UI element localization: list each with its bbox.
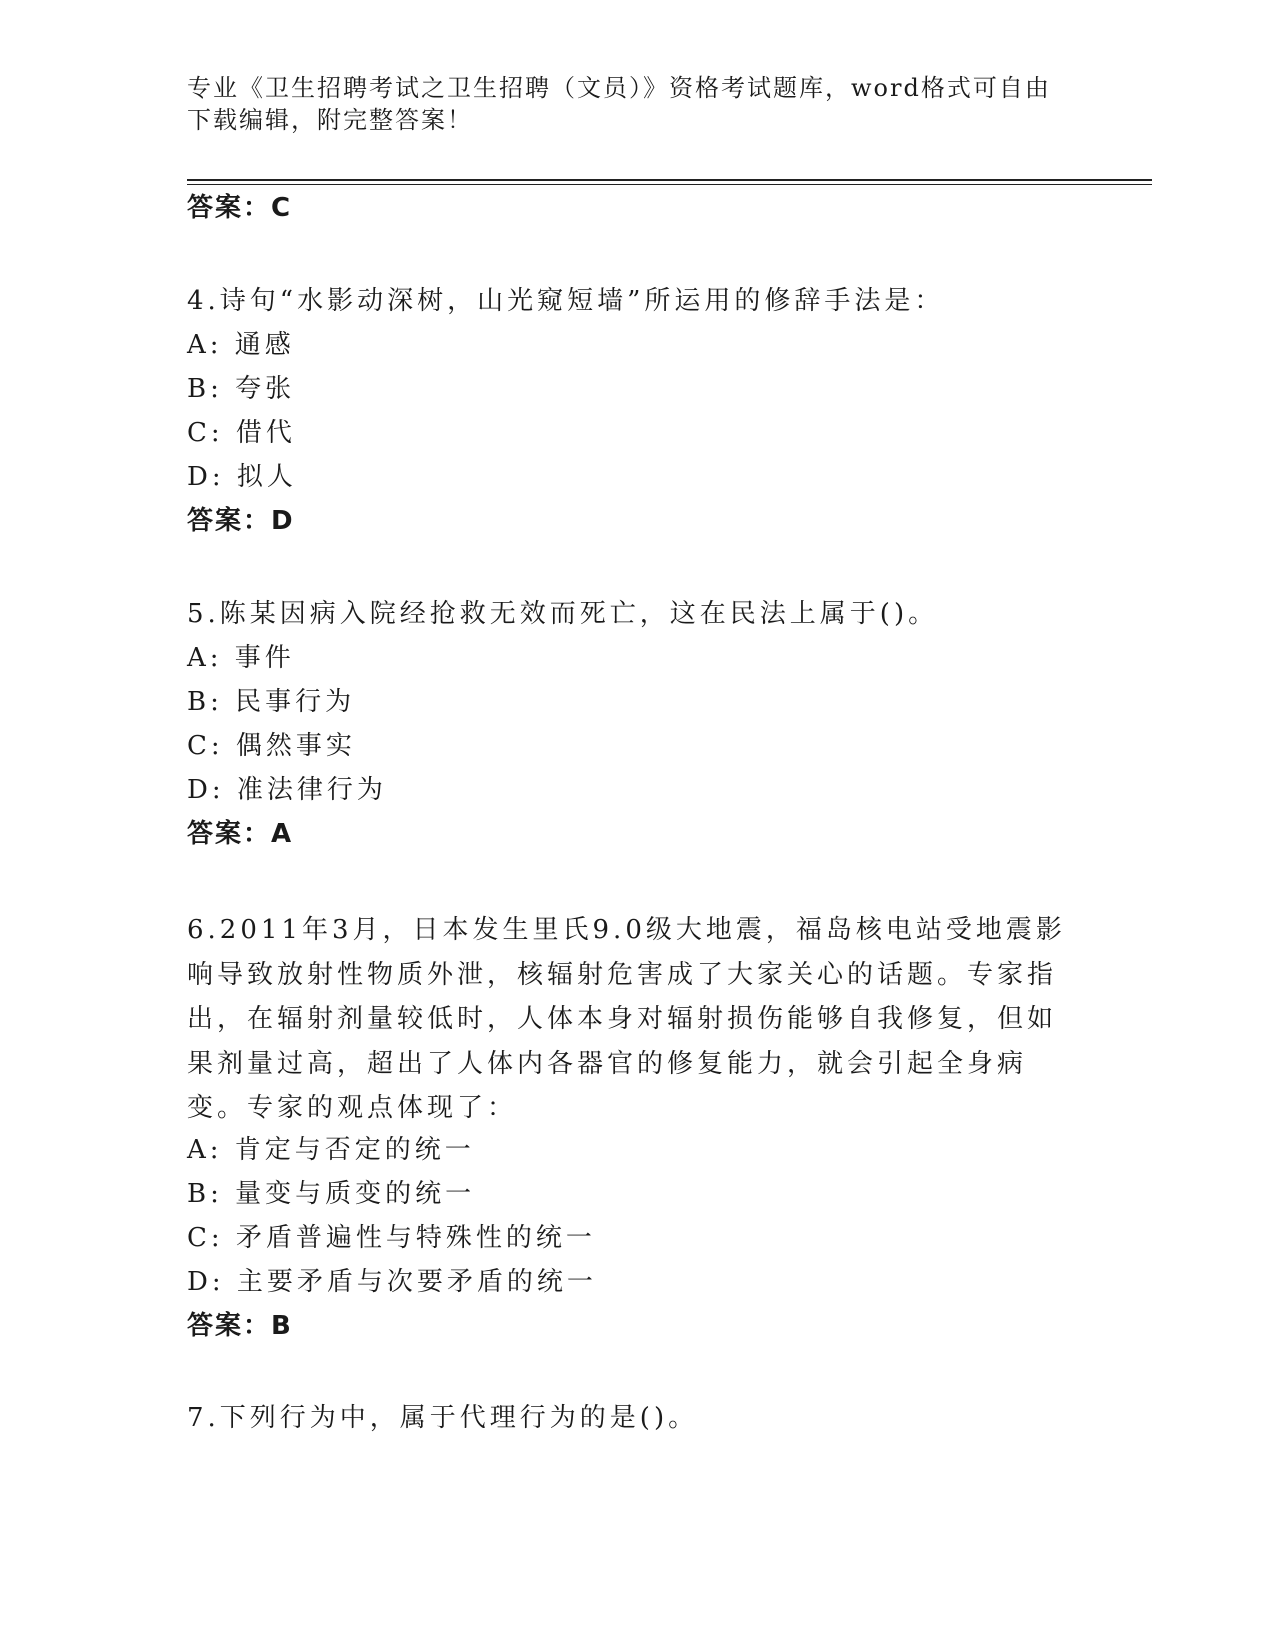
q5-option-a: A: 事件	[187, 643, 295, 673]
question-6: 6.2011年3月，日本发生里氏9.0级大地震，福岛核电站受地震影响导致放射性物质外泄，核辐射危害成了大家关心的话题。专家指出，在辐射剂量较低时，人体本身对辐射损伤能够自我修复，但如果剂量过高，超出了人体内各器官的修复能力，就会引起全身病变。专家的观点体现了：	[187, 915, 1066, 1124]
q6-option-d: D: 主要矛盾与次要矛盾的统一	[187, 1267, 597, 1297]
q4-option-a: A: 通感	[187, 330, 295, 360]
q4-option-d: D: 拟人	[187, 462, 297, 492]
q5-option-d: D: 准法律行为	[187, 775, 387, 805]
header-rule-thin	[187, 184, 1152, 185]
q4-answer: 答案：D	[187, 506, 295, 536]
answer-prev: 答案：C	[187, 193, 293, 223]
question-7: 7.下列行为中，属于代理行为的是()。	[187, 1403, 699, 1433]
q4-option-b: B: 夸张	[187, 374, 296, 404]
q6-option-a: A: 肯定与否定的统一	[187, 1135, 475, 1165]
header-rule-thick	[187, 179, 1152, 181]
question-5: 5.陈某因病入院经抢救无效而死亡，这在民法上属于()。	[187, 599, 939, 629]
q5-option-c: C: 偶然事实	[187, 731, 356, 761]
document-header: 专业《卫生招聘考试之卫生招聘（文员）》资格考试题库，word格式可自由下载编辑，附完整答案！	[187, 74, 1051, 134]
q5-option-b: B: 民事行为	[187, 687, 356, 717]
q5-answer: 答案：A	[187, 819, 294, 849]
q4-option-c: C: 借代	[187, 418, 296, 448]
q6-option-b: B: 量变与质变的统一	[187, 1179, 476, 1209]
question-4: 4.诗句“水影动深树，山光窥短墙”所运用的修辞手法是：	[187, 286, 945, 316]
q6-option-c: C: 矛盾普遍性与特殊性的统一	[187, 1223, 596, 1253]
q6-answer: 答案：B	[187, 1311, 293, 1341]
